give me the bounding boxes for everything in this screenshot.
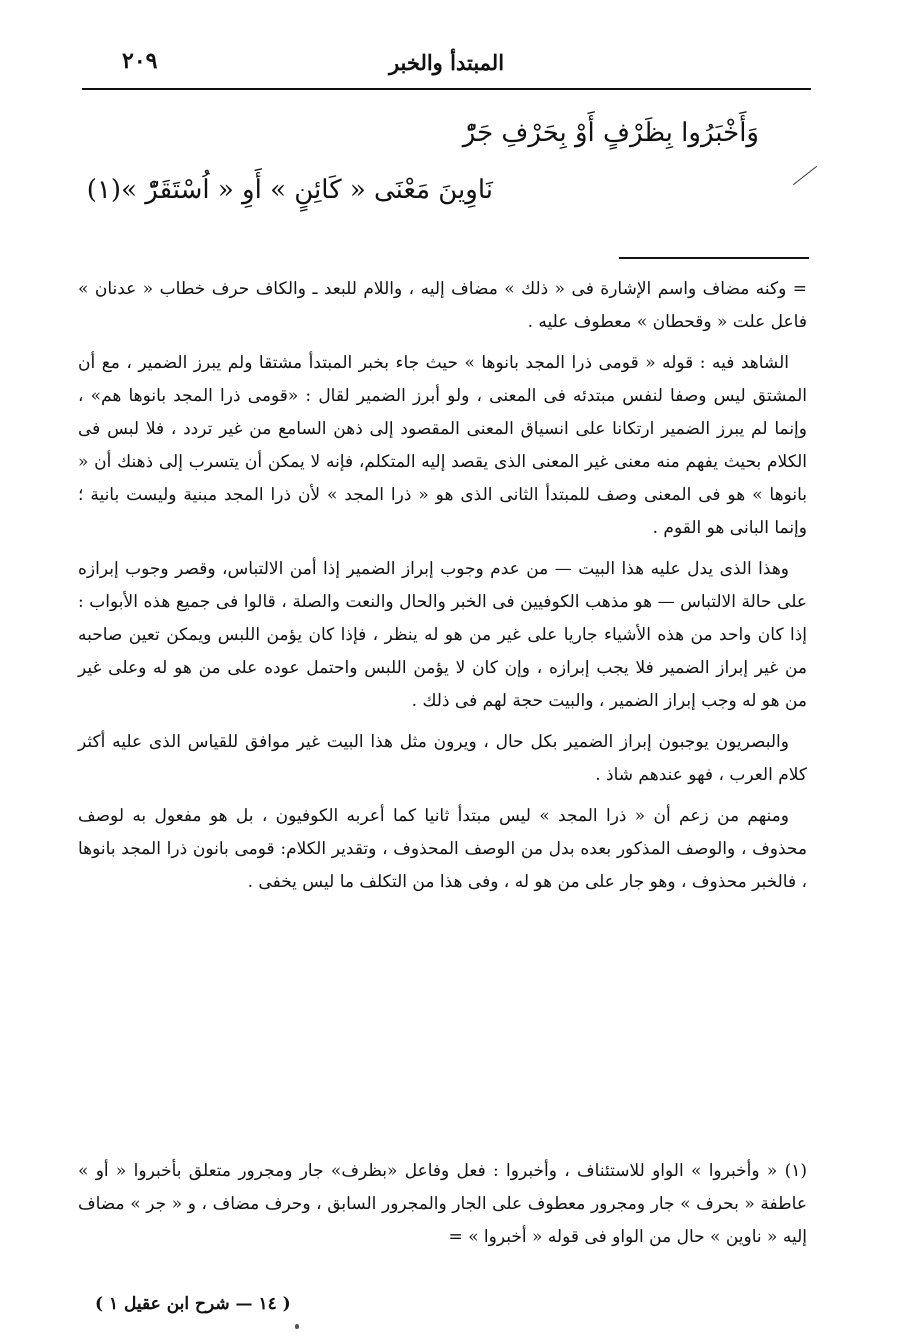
footnote-text: (١) « وأخبروا » الواو للاستئناف ، وأخبروا : فعل وفاعل «بظرف» جار ومجرور متعلق بأخبروا « أو » عاطفة « بحرف » جار ومجرور معطوف على الجار والمجرور السابق ، وحرف مضاف ، و « جر » مضاف إليه « ناوين » حال من الواو فى قوله « أخبروا » = — [78, 1161, 807, 1247]
verse-line-1: وَأَخْبَرُوا بِظَرْفٍ أَوْ بِحَرْفِ جَرّْ — [462, 118, 759, 148]
margin-mark — [793, 166, 817, 185]
footnote — [78, 1155, 807, 1254]
page-header — [82, 46, 811, 90]
page-number: ٢٠٩ — [122, 48, 158, 74]
paragraph: والبصريون يوجبون إبراز الضمير بكل حال ، ويرون مثل هذا البيت غير موافق للقياس الذى عليه أكثر كلام العرب ، فهو عندهم شاذ . — [78, 732, 807, 785]
verse-line-2: نَاوِينَ مَعْنَى « كَائِنٍ » أَوِ « اُسْتَقَرّْ »(١) — [86, 175, 493, 205]
running-title: المبتدأ والخبر — [388, 50, 505, 75]
ink-mark — [295, 1324, 299, 1329]
commentary-body — [78, 273, 807, 907]
paragraph: الشاهد فيه : قوله « قومى ذرا المجد بانوها » حيث جاء بخبر المبتدأ مشتقا ولم يبرز الضمير ، مع أن المشتق ليس وصفا لنفس مبتدئه فى المعنى ، ولو أبرز الضمير لقال : «قومى ذرا المجد بانوها هم» ، وإنما لم يبرز الضمير ارتكانا على انسياق المعنى المقصود إلى ذهن السامع من غير تردد ، فلا لبس فى الكلام بحيث يفهم منه معنى غير المعنى الذى يقصد إليه المتكلم، فإنه لا يمكن أن يتسرب إلى ذهنك أن « بانوها » هو فى المعنى وصف للمبتدأ الثانى الذى هو « ذرا المجد » لأن ذرا المجد مبنية وليست بانية ؛ وإنما البانى هو القوم . — [78, 353, 807, 538]
verse-separator-rule — [619, 257, 809, 259]
paragraph: = وكنه مضاف واسم الإشارة فى « ذلك » مضاف إليه ، واللام للبعد ـ والكاف حرف خطاب « عدنان » فاعل علت « وقحطان » معطوف عليه . — [78, 279, 807, 332]
paragraph: وهذا الذى يدل عليه هذا البيت — من عدم وجوب إبراز الضمير إذا أمن الالتباس، وقصر وجوب إبرازه على حالة الالتباس — هو مذهب الكوفيين فى الخبر والحال والنعت والصلة ، قالوا فى جميع هذه الأبواب : إذا كان واحد من هذه الأشياء جاريا على غير من هو له ينظر ، فإذا كان يؤمن اللبس ويمكن تعين صاحبه من غير إبراز الضمير فلا يجب إبرازه ، وإن كان لا يؤمن اللبس واحتمل عوده على من هو له وعلى غير من هو له وجب إبراز الضمير ، والبيت حجة لهم فى ذلك . — [78, 559, 807, 711]
printer-signature: ( ١٤ — شرح ابن عقيل ١ ) — [95, 1294, 291, 1314]
paragraph: ومنهم من زعم أن « ذرا المجد » ليس مبتدأ ثانيا كما أعربه الكوفيون ، بل هو مفعول به لوصف محذوف ، والوصف المذكور بعده بدل من الوصف المحذوف ، وتقدير الكلام: قومى بانون ذرا المجد بانوها ، فالخبر محذوف ، وهو جار على من هو له ، وفى هذا من التكلف ما ليس يخفى . — [78, 806, 807, 892]
